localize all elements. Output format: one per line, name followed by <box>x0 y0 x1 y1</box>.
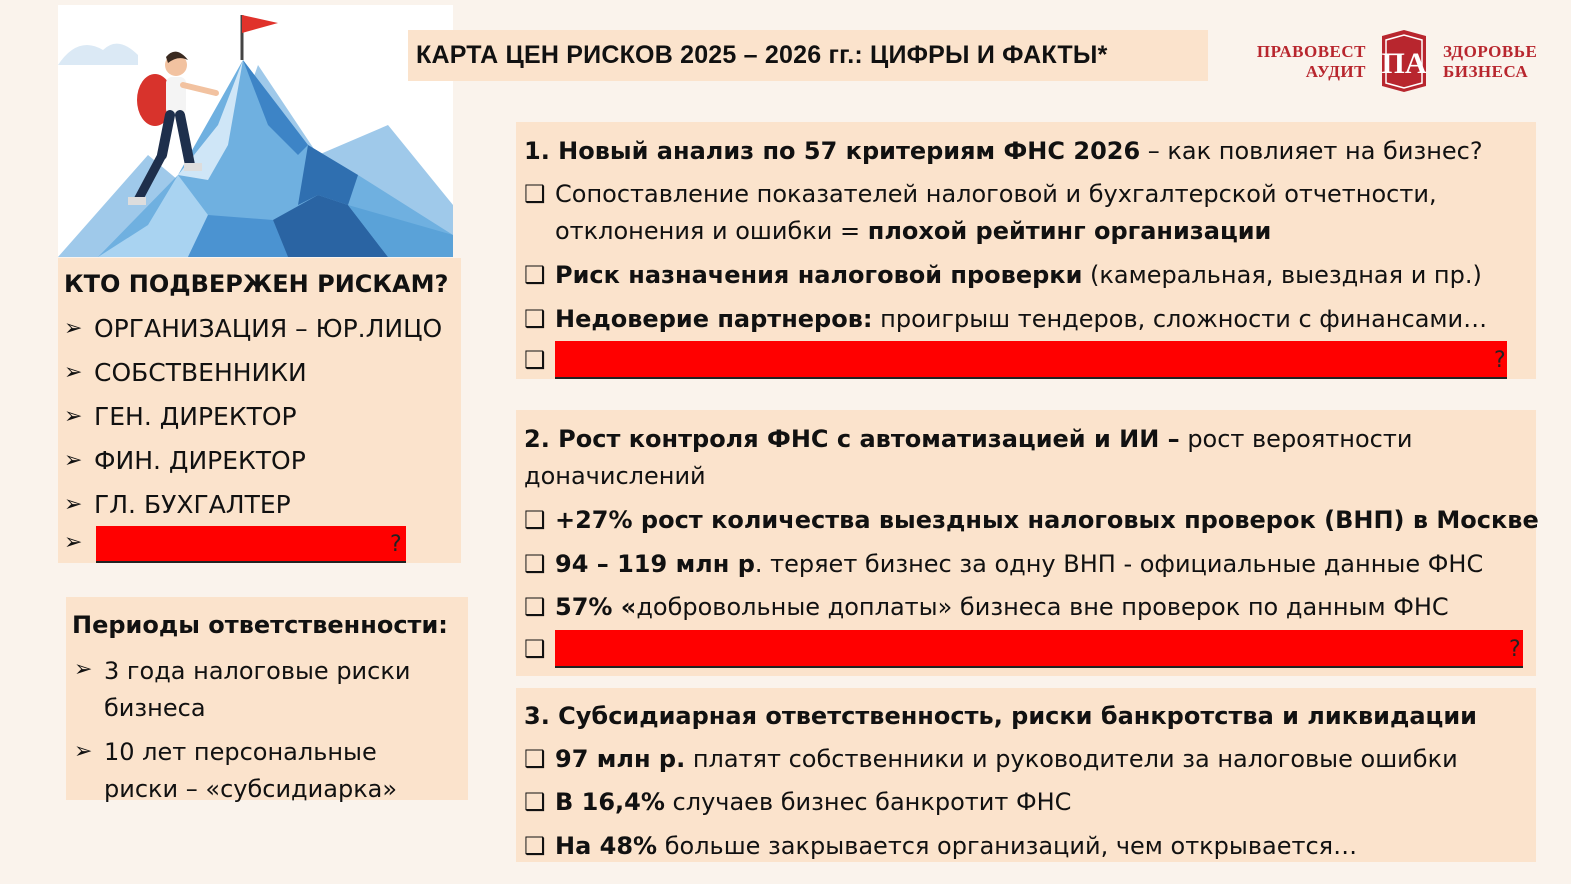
risk-blank-field[interactable] <box>96 526 406 563</box>
risk-blank-question: ? <box>390 532 402 557</box>
section-1-bullet-1-line-1: Сопоставление показателей налоговой и бухгалтерской отчетности, <box>555 180 1437 208</box>
section-1-blank-field[interactable] <box>555 341 1507 379</box>
section-3-bullet-2-rest: случаев бизнес банкротит ФНС <box>664 788 1072 816</box>
section-1-bullet-4 <box>524 345 555 375</box>
section-1-bullet-1 <box>524 179 1437 209</box>
liability-periods-panel <box>66 597 468 803</box>
arrow-bullet-icon: ➢ <box>74 739 93 764</box>
risk-exposure-panel <box>58 258 461 563</box>
section-3-bullet-2-bold: В 16,4% <box>555 788 665 816</box>
checkbox-icon: ❑ <box>524 550 546 578</box>
section-1-bullet-2-rest: (камеральная, выездная и пр.) <box>1082 261 1482 289</box>
section-3-bullet-1-bold: 97 млн р. <box>555 745 686 773</box>
arrow-bullet-icon: ➢ <box>64 315 83 341</box>
logo-mark-icon <box>1378 28 1430 94</box>
risk-item <box>64 394 464 438</box>
logo-mark-text: ПА <box>1381 47 1427 80</box>
logo-text-right-2: БИЗНЕСА <box>1443 62 1529 81</box>
section-1-heading-rest: – как повлияет на бизнес? <box>1140 137 1483 165</box>
page-title-text: КАРТА ЦЕН РИСКОВ 2025 – 2026 гг.: ЦИФРЫ И ФАКТЫ* <box>416 41 1108 69</box>
section-2-bullet-3-rest: добровольные доплаты» бизнеса вне проверок по данным ФНС <box>636 593 1449 621</box>
section-2-bullet-1-bold: +27% рост количества выездных налоговых проверок (ВНП) в Москве <box>555 506 1539 534</box>
logo-text-left-2: АУДИТ <box>1305 62 1366 81</box>
risk-item <box>64 350 464 394</box>
risk-item-label: ФИН. ДИРЕКТОР <box>94 445 306 475</box>
risk-item <box>64 482 464 526</box>
section-2-bullet-4 <box>524 634 555 664</box>
checkbox-icon: ❑ <box>524 832 546 860</box>
checkbox-icon: ❑ <box>524 506 546 534</box>
risk-panel-heading: КТО ПОДВЕРЖЕН РИСКАМ? <box>64 270 449 298</box>
arrow-bullet-icon: ➢ <box>64 359 83 385</box>
section-2-heading-bold: 2. Рост контроля ФНС с автоматизацией и ИИ – <box>524 425 1180 453</box>
checkbox-icon: ❑ <box>524 346 546 374</box>
section-1-bullet-3-rest: проигрыш тендеров, сложности с финансами… <box>872 305 1488 333</box>
section-1-blank-question: ? <box>1494 348 1506 373</box>
checkbox-icon: ❑ <box>524 635 546 663</box>
checkbox-icon: ❑ <box>524 788 546 816</box>
page-title <box>408 30 1208 81</box>
section-2-bullet-1 <box>524 505 1539 535</box>
checkbox-icon: ❑ <box>524 305 546 333</box>
arrow-bullet-icon: ➢ <box>64 447 83 473</box>
mountain-climber-illustration <box>58 5 453 257</box>
section-2-heading-rest: рост вероятности <box>1179 425 1413 453</box>
period-item-1-line-2: бизнеса <box>104 694 206 722</box>
checkbox-icon: ❑ <box>524 180 546 208</box>
section-1-heading-bold: 1. Новый анализ по 57 критериям ФНС 2026 <box>524 137 1141 165</box>
section-1-bullet-3 <box>524 304 1487 334</box>
section-2-heading <box>524 424 1412 454</box>
section-3-bullet-2 <box>524 787 1071 817</box>
section-2-bullet-3 <box>524 592 1449 622</box>
section-1-heading <box>524 136 1483 166</box>
section-1-bullet-3-bold: Недоверие партнеров: <box>555 305 873 333</box>
period-item-2-line-2: риски – «субсидиарка» <box>104 775 398 803</box>
risk-item <box>64 306 464 350</box>
section-3-bullet-1 <box>524 744 1458 774</box>
section-2-panel <box>516 410 1539 676</box>
section-2-blank-field[interactable] <box>555 630 1523 668</box>
logo-text-right-1: ЗДОРОВЬЕ <box>1443 42 1538 61</box>
section-2-bullet-2-rest: . теряет бизнес за одну ВНП - официальные данные ФНС <box>754 550 1484 578</box>
risk-item-label: ГЕН. ДИРЕКТОР <box>94 401 297 431</box>
arrow-bullet-icon: ➢ <box>64 403 83 429</box>
period-item-1-line-1: 3 года налоговые риски <box>104 657 411 685</box>
section-2-bullet-3-bold: 57% « <box>555 593 637 621</box>
section-2-heading-line-2: доначислений <box>524 462 706 490</box>
logo-text-left-1: ПРАВОВЕСТ <box>1256 42 1366 61</box>
checkbox-icon: ❑ <box>524 261 546 289</box>
checkbox-icon: ❑ <box>524 593 546 621</box>
section-3-bullet-3 <box>524 831 1357 861</box>
periods-heading: Периоды ответственности: <box>72 611 448 639</box>
arrow-bullet-icon: ➢ <box>64 491 83 517</box>
section-3-panel <box>516 688 1536 862</box>
section-1-bullet-1-cont <box>555 216 1271 246</box>
section-3-heading-bold: 3. Субсидиарная ответственность, риски банкротства и ликвидации <box>524 702 1477 730</box>
section-2-bullet-2-bold: 94 – 119 млн р <box>555 550 755 578</box>
checkbox-icon: ❑ <box>524 745 546 773</box>
section-3-bullet-1-rest: платят собственники и руководители за налоговые ошибки <box>685 745 1458 773</box>
arrow-bullet-icon: ➢ <box>74 657 93 682</box>
section-3-heading <box>524 701 1477 731</box>
section-1-panel <box>516 122 1536 379</box>
section-2-bullet-2 <box>524 549 1483 579</box>
risk-item <box>64 438 464 482</box>
section-1-bullet-2 <box>524 260 1482 290</box>
section-3-bullet-3-rest: больше закрывается организаций, чем открывается… <box>657 832 1358 860</box>
risk-item-label: ГЛ. БУХГАЛТЕР <box>94 489 291 519</box>
section-1-bullet-2-bold: Риск назначения налоговой проверки <box>555 261 1083 289</box>
section-1-bullet-1-line-2: отклонения и ошибки = <box>555 217 868 245</box>
company-logo <box>1248 28 1540 98</box>
section-2-blank-question: ? <box>1509 637 1521 662</box>
risk-item-label: ОРГАНИЗАЦИЯ – ЮР.ЛИЦО <box>94 313 443 343</box>
section-3-bullet-3-bold: На 48% <box>555 832 658 860</box>
section-1-bullet-1-bold: плохой рейтинг организации <box>867 217 1272 245</box>
arrow-bullet-icon: ➢ <box>64 530 83 555</box>
risk-item-label: СОБСТВЕННИКИ <box>94 357 307 387</box>
period-item-2-line-1: 10 лет персональные <box>104 738 377 766</box>
